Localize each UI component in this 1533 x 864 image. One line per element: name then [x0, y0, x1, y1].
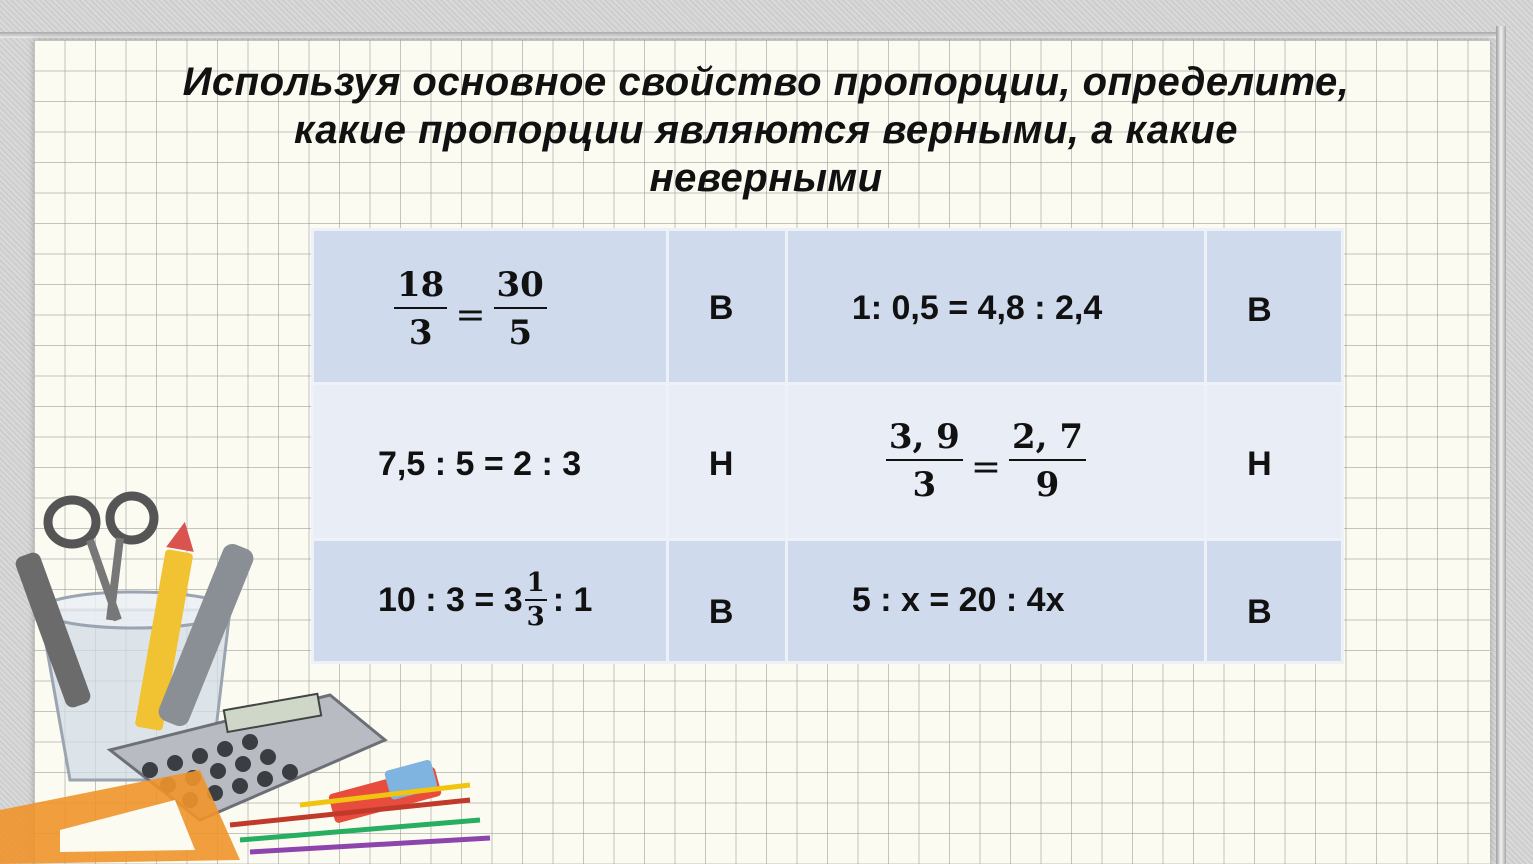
answer-label: В: [708, 593, 734, 631]
fraction-equation: [882, 419, 1090, 503]
denominator: 3: [408, 313, 433, 353]
proportion-cell: [313, 230, 668, 384]
denominator: 3: [912, 465, 937, 505]
frame-top-edge: [0, 32, 1500, 38]
answer-label: Н: [1247, 445, 1272, 483]
answer-cell: [667, 230, 786, 384]
numerator: 2, 7: [1009, 419, 1086, 461]
fraction: [886, 419, 963, 503]
answer-cell: [667, 540, 786, 663]
proportion-text-end: : 1: [552, 580, 593, 619]
equals-sign: =: [455, 294, 486, 336]
answer-cell: [667, 384, 786, 540]
answer-cell: [1206, 540, 1343, 663]
answer-label: Н: [708, 445, 734, 483]
proportion-text: 5 : x = 20 : 4x: [851, 581, 1065, 619]
proportion-cell: [786, 540, 1205, 663]
proportion-text: 7,5 : 5 = 2 : 3: [378, 445, 582, 483]
frame-right-edge: [1496, 26, 1506, 864]
numerator: 18: [394, 267, 447, 309]
title-line-3: неверными: [649, 156, 883, 200]
denominator: 5: [508, 313, 532, 353]
title-line-1: Используя основное свойство пропорции, определите,: [182, 60, 1350, 104]
denominator: 3: [526, 602, 545, 632]
title-line-2: какие пропорции являются верными, а какие: [294, 108, 1238, 152]
set-square-icon: [0, 770, 240, 864]
equals-sign: =: [970, 446, 1002, 488]
answer-label: В: [1247, 291, 1272, 329]
slide-title: [60, 58, 1472, 202]
fraction: [1009, 419, 1086, 503]
proportion-cell: [786, 230, 1205, 384]
proportion-text-start: 10 : 3 = 3: [378, 580, 523, 619]
fraction: [394, 267, 447, 351]
answer-cell: [1206, 230, 1343, 384]
proportion-cell: [786, 384, 1205, 540]
answer-label: В: [708, 289, 734, 327]
answer-cell: [1206, 384, 1343, 540]
proportion-text: 1: 0,5 = 4,8 : 2,4: [851, 289, 1103, 327]
denominator: 9: [1035, 465, 1060, 505]
answer-label: В: [1247, 593, 1272, 631]
numerator: 3, 9: [886, 419, 963, 461]
numerator: 1: [525, 569, 547, 601]
table-row: [313, 230, 1343, 384]
fraction: [494, 267, 547, 351]
fraction-equation: [390, 267, 551, 351]
stationery-illustration: [0, 480, 560, 864]
numerator: 30: [494, 267, 547, 309]
